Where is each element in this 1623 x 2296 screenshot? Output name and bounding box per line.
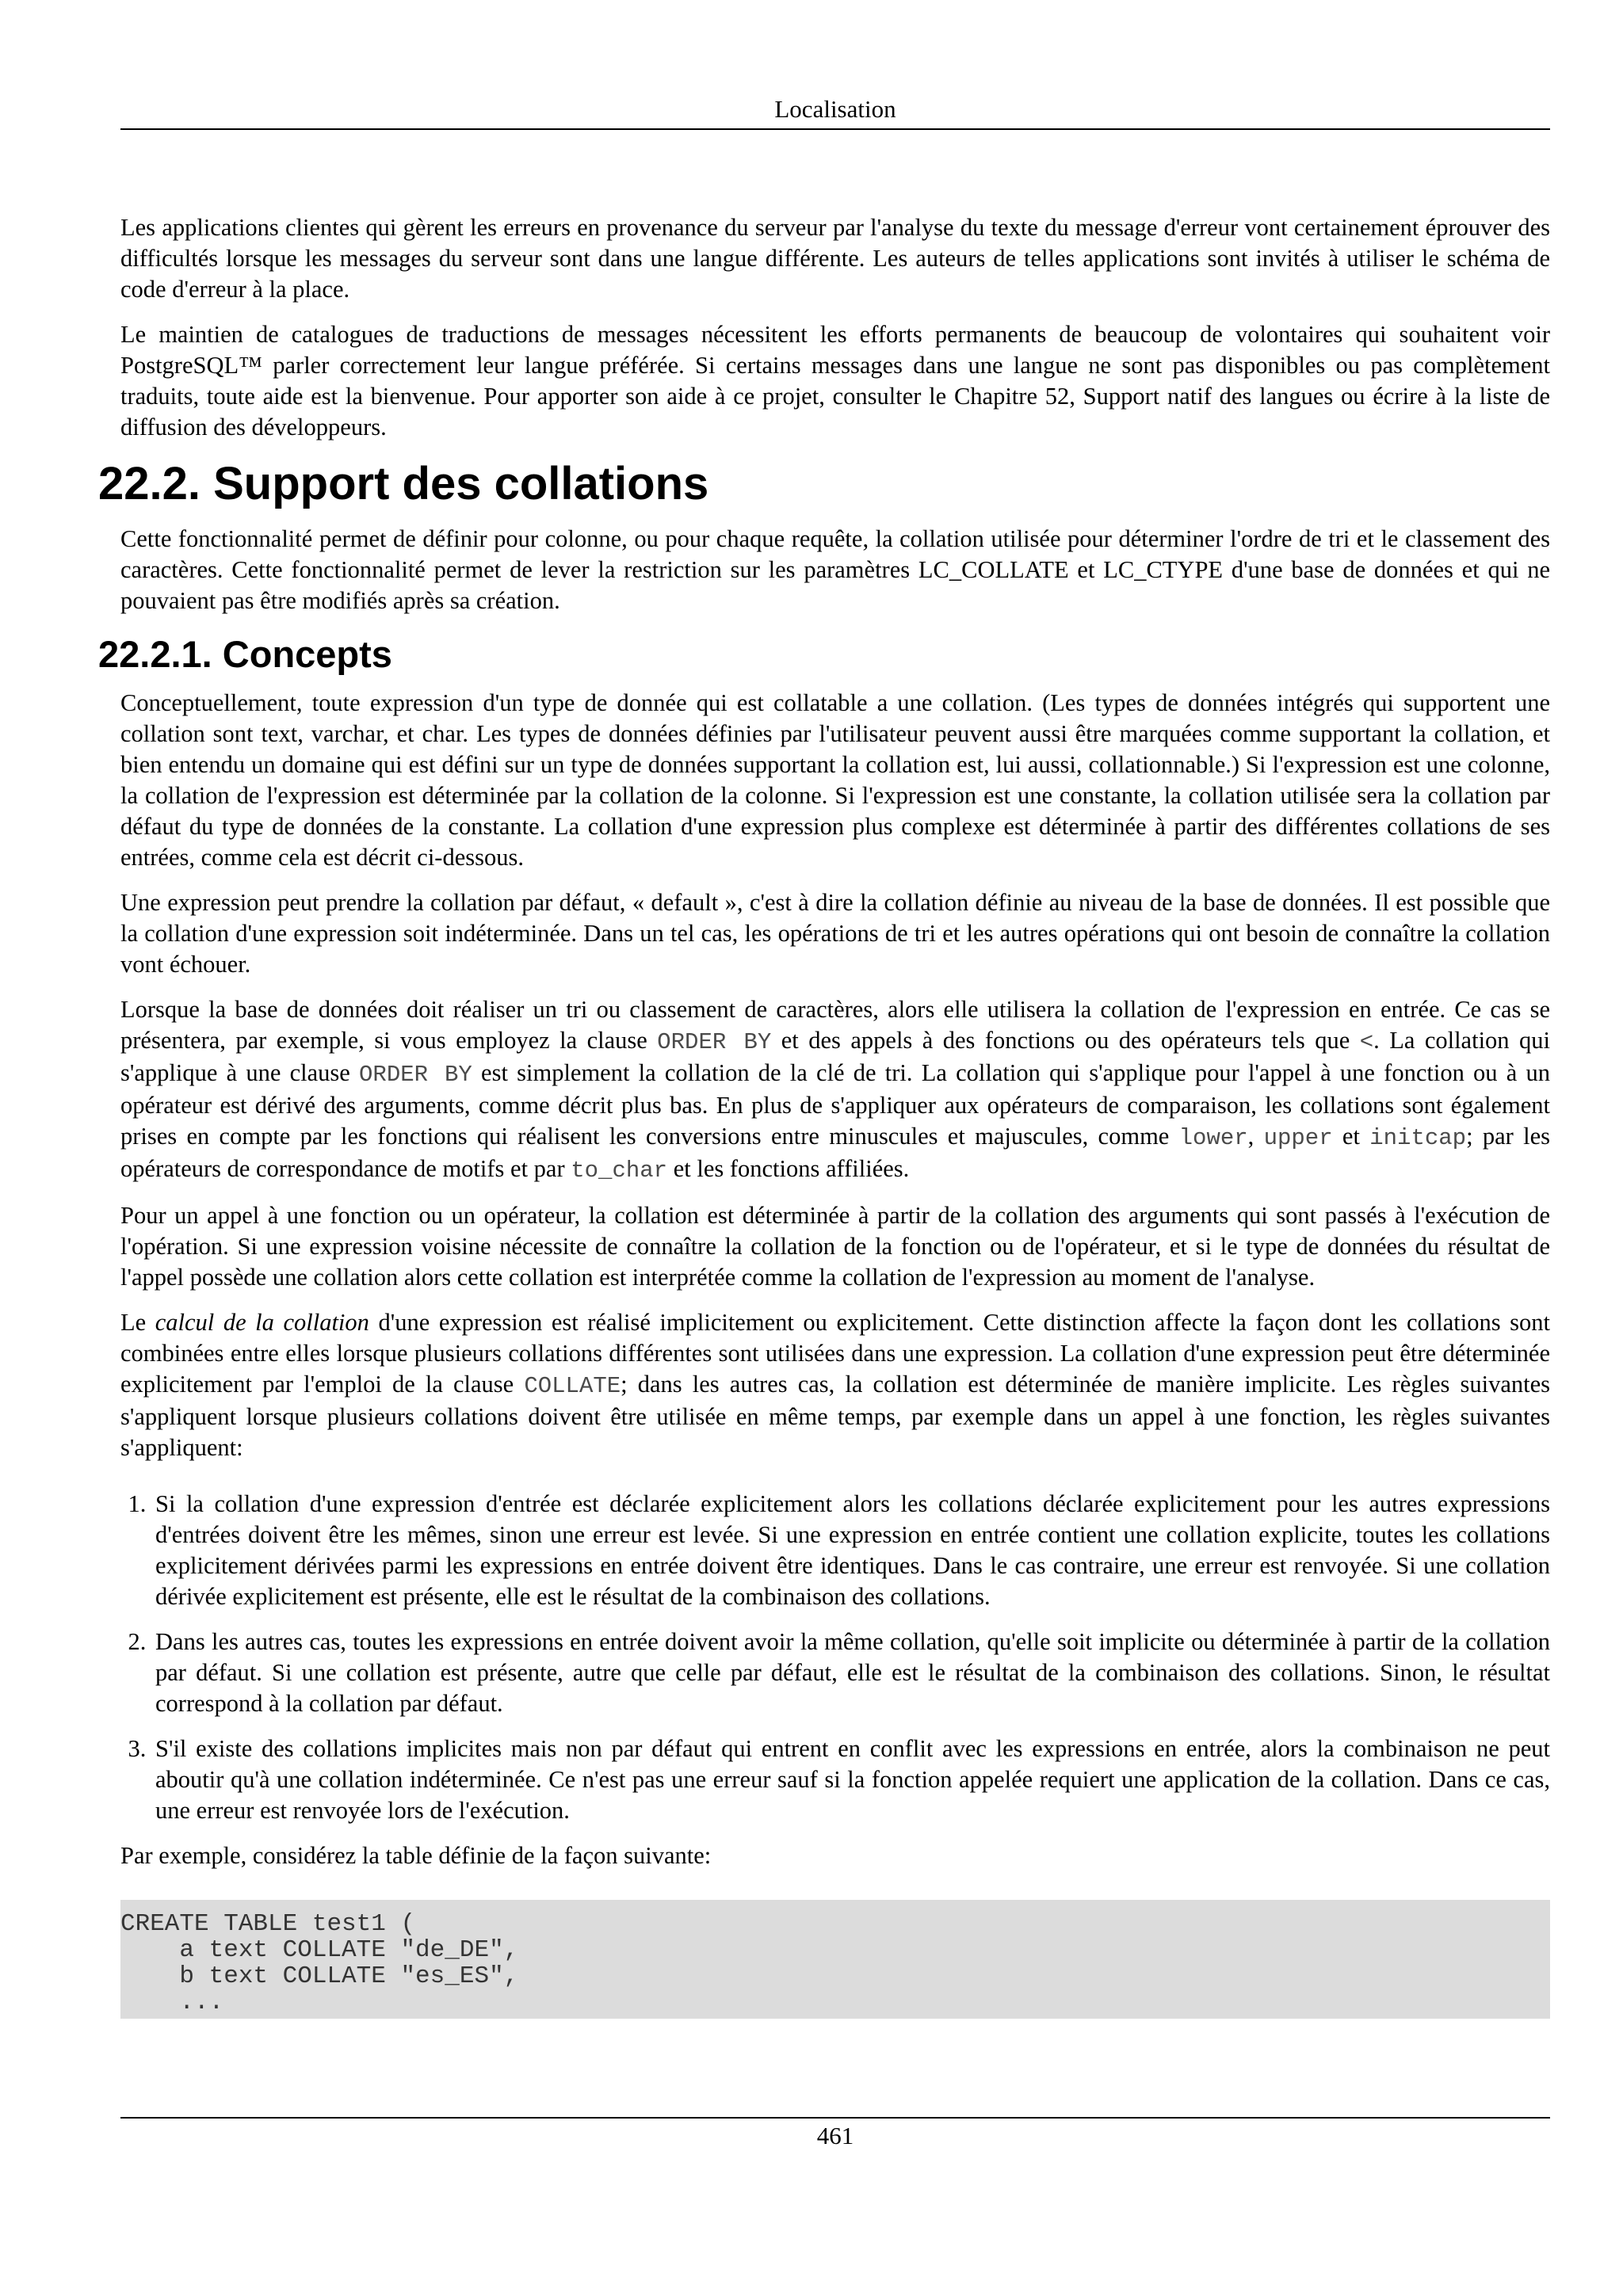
inline-code: ORDER BY [359, 1062, 472, 1088]
inline-code: ORDER BY [657, 1029, 772, 1055]
list-item: 2. Dans les autres cas, toutes les expressions en entrée doivent avoir la même collation, qu'elle soit implicite ou déterminée à partir de la collation par défaut. Si une collation est présente, autre que celle par défaut, elle est le résultat de la combinaison des collations. Sinon, le résultat correspond à la collation par défaut. [152, 1627, 1550, 1719]
inline-code: to_char [571, 1158, 668, 1184]
text-run: Lorsque la base de données doit réaliser un tri ou classement de caractères, alors elle utilisera la collation de l'expression en entrée. Ce cas se présentera, par exemple, si vous employez la clause [120, 996, 1550, 1054]
paragraph: Cette fonctionnalité permet de définir pour colonne, ou pour chaque requête, la collation utilisée pour déterminer l'ordre de tri et le classement des caractères. Cette fonctionnalité permet de lever la restriction sur les paramètres LC_COLLATE et LC_CTYPE d'une base de données et qui ne pouvaient pas être modifiés après sa création. [120, 525, 1550, 614]
text-run: Le [120, 1309, 155, 1336]
paragraph [120, 994, 1550, 1186]
running-header: Localisation [774, 95, 896, 123]
paragraph: Le maintien de catalogues de traductions de messages nécessitent les efforts permanents de beaucoup de volontaires qui souhaitent voir PostgreSQL™ parler correctement leur langue préférée. Si certains messages dans une langue ne sont pas disponibles ou pas complètement traduits, toute aide est la bienvenue. Pour apporter son aide à ce projet, consulter le Chapitre 52, Support natif des langues ou écrire à la liste de diffusion des développeurs. [120, 321, 1550, 441]
inline-code: upper [1263, 1125, 1333, 1151]
paragraph: Conceptuellement, toute expression d'un type de donnée qui est collatable a une collation. (Les types de données intégrés qui supportent une collation sont text, varchar, et char. Les types de données définies par l'utilisateur peuvent aussi être marquées comme supportant la collation, et bien entendu un domaine qui est défini sur un type de données supportant la collation est, lui aussi, collationnable.) Si l'expression est une colonne, la collation de l'expression est déterminée par la collation de la colonne. Si l'expression est une constante, la collation utilisée sera la collation par défaut du type de données de la constante. La collation d'une expression plus complexe est déterminée à partir des différentes collations de ses entrées, comme cela est décrit ci-dessous. [120, 689, 1550, 871]
subsection-heading: 22.2.1. Concepts [98, 633, 392, 675]
page-body [98, 212, 1550, 2019]
paragraph: Les applications clientes qui gèrent les erreurs en provenance du serveur par l'analyse du texte du message d'erreur vont certainement éprouver des difficultés lorsque les messages du serveur sont dans une langue différente. Les auteurs de telles applications sont invités à utiliser le schéma de code d'erreur à la place. [120, 214, 1550, 303]
inline-code: initcap [1369, 1125, 1467, 1151]
list-item: 3. S'il existe des collations implicites mais non par défaut qui entrent en conflit avec les expressions en entrée, alors la combinaison ne peut aboutir qu'à une collation indéterminée. Ce n'est pas une erreur sauf si la fonction appelée requiert une application de la collation. Dans ce cas, une erreur est renvoyée lors de l'exécution. [152, 1733, 1550, 1826]
text-run: , [1247, 1123, 1264, 1150]
paragraph: Pour un appel à une fonction ou un opérateur, la collation est déterminée à partir de la collation des arguments qui sont passés à l'exécution de l'opération. Si une expression voisine nécessite de connaître la collation de la fonction ou de l'opérateur, et si le type de données du résultat de l'appel possède une collation alors cette collation est interprétée comme la collation de l'expression au moment de l'analyse. [120, 1202, 1550, 1291]
paragraph: Une expression peut prendre la collation par défaut, « default », c'est à dire la collation définie au niveau de la base de données. Il est possible que la collation d'une expression soit indéterminée. Dans un tel cas, les opérations de tri et les autres opérations qui ont besoin de connaître la collation vont échouer. [120, 889, 1550, 978]
text-run: ; par les opérateurs de correspondance de motifs et par [120, 1123, 1550, 1182]
text-run: est simplement la collation de la clé de tri. La collation qui s'applique pour l'appel à une fonction ou à un opérateur est dérivé des arguments, comme décrit plus bas. En plus de s'appliquer aux opérateurs de comparaison, les collations sont également prises en compte par les fonctions qui réalisent les conversions entre minuscules et majuscules, comme [120, 1059, 1550, 1150]
header-rule [120, 128, 1550, 130]
emphasis: calcul de la collation [155, 1309, 369, 1336]
text-run: d'une expression est réalisé implicitement ou explicitement. Cette distinction affecte la façon dont les collations sont combinées entre elles lorsque plusieurs collations différentes sont utilisées dans une expression. La collation d'une expression peut être déterminée explicitement par l'emploi de la clause [120, 1309, 1550, 1398]
rules-list [120, 1489, 1550, 1826]
footer-rule [120, 2117, 1550, 2119]
text-run: . La collation qui s'applique à une clause [120, 1027, 1550, 1086]
list-item: 1. Si la collation d'une expression d'entrée est déclarée explicitement alors les collations déclarée explicitement pour les autres expressions d'entrées doivent être les mêmes, sinon une erreur est levée. Si une expression en entrée contient une collation explicite, toutes les collations explicitement dérivées parmi les expressions en entrée doivent être identiques. Dans le cas contraire, une erreur est renvoyée. Si une collation dérivée explicitement est présente, elle est le résultat de la combinaison des collations. [152, 1489, 1550, 1612]
text-run: et des appels à des fonctions ou des opérateurs tels que [771, 1027, 1360, 1054]
text-run: et les fonctions affiliées. [667, 1155, 910, 1182]
section-heading: 22.2. Support des collations [98, 458, 709, 509]
page-number: 461 [816, 2122, 854, 2149]
paragraph: Par exemple, considérez la table définie de la façon suivante: [120, 1842, 712, 1869]
paragraph [120, 1307, 1550, 1463]
inline-code: < [1359, 1029, 1374, 1055]
inline-code: COLLATE [524, 1373, 621, 1399]
text-run: et [1332, 1123, 1370, 1150]
text-run: ; dans les autres cas, la collation est déterminée de manière implicite. Les règles suivantes s'appliquent lorsque plusieurs collations doivent être utilisée en même temps, par exemple dans un appel à une fonction, les règles suivantes s'appliquent: [120, 1371, 1550, 1461]
code-block: CREATE TABLE test1 ( a text COLLATE "de_DE", b text COLLATE "es_ES", ... [120, 1900, 1550, 2019]
inline-code: lower [1178, 1125, 1248, 1151]
